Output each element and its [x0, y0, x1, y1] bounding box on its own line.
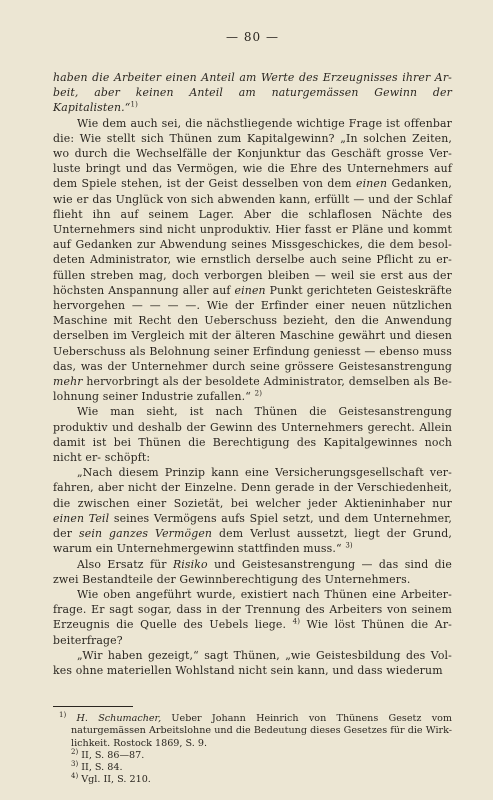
footnote-marker: 4) [71, 771, 79, 780]
text-run: Wie man sieht, ist nach Thünen die Geistesanstrengung produktiv und deshalb der Gewinn des Unternehmers gerecht. Allein damit ist bei Thünen die Berechtigung des Kapitalgewinnes noch nicht er- schöpft: [53, 405, 452, 465]
emphasis-text: einen Teil [53, 511, 110, 525]
footnote [53, 710, 452, 750]
text-run [66, 713, 76, 724]
paragraph [53, 404, 452, 465]
text-run: „Nach diesem Prinzip kann eine Versicherungsgesellschaft ver- fahren, aber nicht der Einzelne. Denn gerade in der Verschiedenheit, die zwischen einer Sozietät, bei welcher jeder Aktieninhaber nur [53, 466, 452, 510]
footnotes [53, 710, 452, 786]
emphasis-text: einen [234, 283, 266, 297]
emphasis-text: sein ganzes Vermögen [78, 527, 213, 541]
footnote-marker: 1) [130, 100, 138, 109]
text-run: Wie löst Thünen die Ar- beiterfrage? [53, 618, 453, 647]
text-run: „Wir haben gezeigt,“ sagt Thünen, „wie Geistesbildung des Vol- kes ohne materiellen Wohlstand nicht sein kann, und dass wiederum [53, 648, 452, 677]
body-text [53, 70, 452, 678]
paragraph [53, 116, 452, 405]
emphasis-text: H. Schumacher, [76, 713, 162, 725]
footnote [53, 759, 452, 774]
footnote [53, 747, 452, 762]
paragraph [53, 557, 452, 587]
emphasis-text: mehr [53, 375, 83, 389]
text-run: Also Ersatz für [77, 557, 173, 571]
text-run: II, S. 86—87. [78, 749, 145, 761]
paragraph [53, 587, 452, 648]
text-run: Punkt gerichteten Geisteskräfte hervorgehen — — — —. Wie der Erfinder einer neuen nützlichen Maschine mit Recht den Ueberschuss bezieht, den die Anwendung derselben im Vergleich mit der älteren Maschine gewährt und diesen Ueberschuss als Belohnung seiner Erfindung geniesst — ebenso muss das, was der Unternehmer durch seine grössere Geistesanstrengung [53, 283, 452, 373]
text-run: Ueber Johann Heinrich von Thünens Gesetz vom naturgemässen Arbeitslohne und die Bedeutung dieses Gesetzes für die Wirk- lichkeit. Rostock 1869, S. 9. [71, 713, 452, 749]
text-run: II, S. 84. [78, 761, 123, 773]
paragraph [53, 648, 452, 678]
text-run: dem Verlust aussetzt, liegt der Grund, warum ein Unternehmergewinn stattfinden muss.“ [53, 527, 452, 556]
footnote-marker: 4) [292, 617, 301, 626]
text-run: Wie oben angeführt wurde, existiert nach Thünen eine Arbeiter- frage. Er sagt sogar, dass in der Trennung des Arbeiters von seinem Erzeugnis die Quelle des Uebels liege. [53, 587, 452, 632]
page-number: — 80 — [226, 30, 279, 44]
footnote-divider [53, 706, 133, 707]
footnote-marker: 3) [345, 541, 353, 550]
text-run: hervorbringt als der besoldete Administrator, demselben als Be- lohnung seiner Industrie zufallen.“ [53, 375, 452, 404]
footnote-marker: 1) [59, 710, 67, 719]
emphasis-text: haben die Arbeiter einen Anteil am Werte des Erzeugnisses ihrer Ar- beit, aber keinen Anteil am naturgemässen Gewinn der Kapitalisten.“ [53, 71, 452, 115]
paragraph [53, 465, 452, 556]
text-run: Wie dem auch sei, die nächstliegende wichtige Frage ist offenbar die: Wie stellt sich Thünen zum Kapitalgewinn? „In solchen Zeiten, wo durch die Wechselfälle der Konjunktur das Geschäft grosse Ver- luste bringt und das Vermögen, wie die Ehre des Unternehmers auf dem Spiele stehen, ist der Geist desselben von dem [53, 116, 452, 191]
text-run: Gedanken, wie er das Unglück von sich abwenden kann, erfüllt — und der Schlaf flieht ihn auf seinem Lager. Aber die schlaflosen Nächte des Unternehmers sind nicht unproduktiv. Hier fasst er Pläne und kommt auf Gedanken zur Abwendung seines Missgeschickes, die dem besol- deten Administrator, wie ernstlich derselbe auch seine Pflicht zu er- füllen streben mag, doch verborgen bleiben — weil sie erst aus der höchsten Anspannung aller auf [53, 177, 452, 297]
emphasis-text: Risiko [172, 557, 208, 571]
paragraph [53, 70, 452, 116]
text-run: und Geistesanstrengung — das sind die zwei Bestandteile der Gewinnberechtigung des Unternehmers. [53, 557, 452, 586]
footnote-marker: 2) [71, 747, 79, 756]
text-run: Vgl. II, S. 210. [78, 774, 151, 786]
footnote-marker: 2) [254, 389, 263, 398]
footnote-marker: 3) [71, 759, 79, 768]
emphasis-text: einen [355, 177, 388, 191]
text-run: seines Vermögens aufs Spiel setzt, und dem Unternehmer, der [53, 511, 452, 541]
footnote [53, 771, 452, 786]
